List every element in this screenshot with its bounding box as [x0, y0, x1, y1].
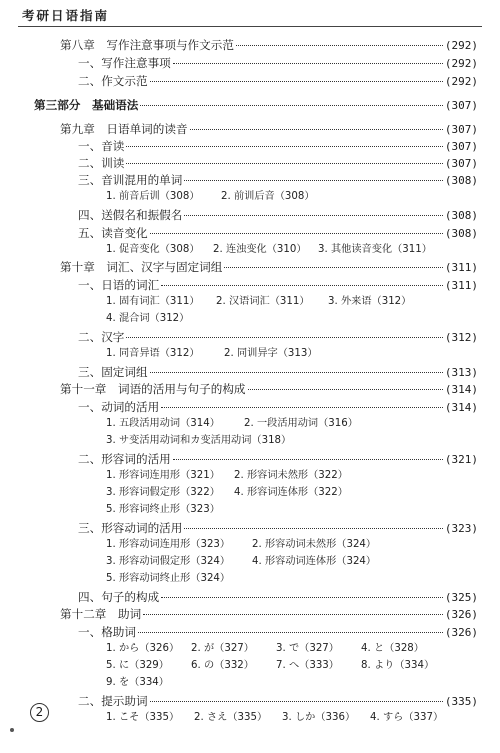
- sub-entry: 4. 混合词（312）: [106, 313, 190, 324]
- sub-entry: 1. 形容词连用形（321）: [106, 470, 220, 481]
- toc-page: (292): [444, 57, 478, 70]
- toc-page: (326): [444, 626, 478, 639]
- toc-entry: [60, 260, 478, 275]
- leader-dots: [161, 597, 443, 598]
- sub-entry: 4. すら（337）: [370, 712, 444, 723]
- sub-entry: 1. 形容动词连用形（323）: [106, 539, 231, 550]
- toc-label: 第八章 写作注意事项与作文示范: [60, 38, 234, 52]
- toc-label: 二、汉字: [78, 330, 125, 344]
- toc-entry: [78, 56, 478, 71]
- toc-label: 四、句子的构成: [78, 590, 160, 604]
- leader-dots: [248, 389, 443, 390]
- leader-dots: [173, 459, 443, 460]
- leader-dots: [184, 180, 443, 181]
- toc-label: 二、提示助词: [78, 694, 148, 708]
- toc-page: (323): [444, 522, 478, 535]
- toc-entry: [60, 382, 478, 397]
- sub-entry: 2. 汉语词汇（311）: [216, 296, 310, 307]
- sub-entry: 3. で（327）: [276, 643, 339, 654]
- corner-dot: [10, 728, 14, 732]
- leader-dots: [126, 146, 442, 147]
- toc-page: (311): [444, 279, 478, 292]
- toc-page: (321): [444, 453, 478, 466]
- toc-page: (307): [444, 123, 478, 136]
- toc-label: 二、训读: [78, 156, 125, 170]
- leader-dots: [224, 267, 443, 268]
- toc-label: 四、送假名和振假名: [78, 208, 183, 222]
- toc-label: 第十二章 助词: [60, 607, 142, 621]
- sub-entry: 2. 一段活用动词（316）: [244, 418, 358, 429]
- sub-entry: 1. 固有词汇（311）: [106, 296, 200, 307]
- toc-label: 一、音读: [78, 139, 125, 153]
- leader-dots: [173, 63, 443, 64]
- leader-dots: [190, 129, 443, 130]
- toc-page: (307): [444, 99, 478, 112]
- toc-label: 二、形容词的活用: [78, 452, 171, 466]
- toc-entry: [78, 452, 478, 467]
- running-header: 考研日语指南: [22, 8, 110, 23]
- toc-page: (308): [444, 209, 478, 222]
- toc-entry: [78, 226, 478, 241]
- toc-entry: [78, 400, 478, 415]
- header-rule: [18, 26, 482, 27]
- toc-entry: [60, 122, 478, 137]
- toc-entry: [78, 694, 478, 709]
- sub-entry: 4. 形容动词连体形（324）: [252, 556, 377, 567]
- sub-entry: 8. より（334）: [361, 660, 435, 671]
- toc-page: (325): [444, 591, 478, 604]
- toc-label: 一、动词的活用: [78, 400, 160, 414]
- toc-page: (292): [444, 75, 478, 88]
- sub-entry: 7. へ（333）: [276, 660, 339, 671]
- toc-entry: [78, 139, 478, 154]
- toc-entry: [60, 607, 478, 622]
- toc-label: 一、日语的词汇: [78, 278, 160, 292]
- sub-entry: 5. に（329）: [106, 660, 169, 671]
- sub-entry: 1. から（326）: [106, 643, 180, 654]
- toc-label: 第十章 词汇、汉字与固定词组: [60, 260, 223, 274]
- sub-entry: 4. と（328）: [361, 643, 424, 654]
- sub-entry: 2. 前训后音（308）: [221, 191, 315, 202]
- toc-entry: [78, 330, 478, 345]
- sub-entry: 2. さえ（335）: [194, 712, 268, 723]
- sub-entry: 2. 形容词未然形（322）: [234, 470, 348, 481]
- sub-entry: 2. が（327）: [191, 643, 254, 654]
- sub-entry: 1. こそ（335）: [106, 712, 180, 723]
- toc-label: 五、读音变化: [78, 226, 148, 240]
- leader-dots: [143, 614, 443, 615]
- toc-entry: [78, 156, 478, 171]
- sub-entry: 3. 其他读音变化（311）: [318, 244, 432, 255]
- leader-dots: [236, 45, 443, 46]
- toc-page: (308): [444, 227, 478, 240]
- sub-entry: 2. 同训异字（313）: [224, 348, 318, 359]
- toc-page: (326): [444, 608, 478, 621]
- leader-dots: [150, 81, 443, 82]
- leader-dots: [140, 105, 443, 106]
- toc-label: 第十一章 词语的活用与句子的构成: [60, 382, 246, 396]
- toc-part-heading: [34, 98, 478, 113]
- leader-dots: [184, 528, 443, 529]
- toc-page: (292): [444, 39, 478, 52]
- leader-dots: [184, 215, 443, 216]
- leader-dots: [150, 701, 443, 702]
- toc-entry: [78, 521, 478, 536]
- toc-entry: [78, 74, 478, 89]
- toc-entry: [78, 173, 478, 188]
- toc-page: (311): [444, 261, 478, 274]
- sub-entry: 3. しか（336）: [282, 712, 356, 723]
- toc-label: 三、形容动词的活用: [78, 521, 183, 535]
- leader-dots: [126, 337, 442, 338]
- sub-entry: 3. サ变活用动词和カ变活用动词（318）: [106, 435, 292, 446]
- toc-page: (312): [444, 331, 478, 344]
- leader-dots: [126, 163, 442, 164]
- sub-entry: 1. 促音变化（308）: [106, 244, 200, 255]
- leader-dots: [138, 632, 443, 633]
- toc-label: 二、作文示范: [78, 74, 148, 88]
- toc-label: 三、固定词组: [78, 365, 148, 379]
- toc-label: 第三部分 基础语法: [34, 98, 139, 112]
- sub-entry: 4. 形容词连体形（322）: [234, 487, 348, 498]
- toc-label: 一、格助词: [78, 625, 136, 639]
- toc-entry: [78, 278, 478, 293]
- toc-entry: [78, 208, 478, 223]
- toc-page: (308): [444, 174, 478, 187]
- toc-page: (314): [444, 401, 478, 414]
- toc-page: (307): [444, 157, 478, 170]
- toc-entry: [78, 625, 478, 640]
- toc-page: (314): [444, 383, 478, 396]
- toc-label: 第九章 日语单词的读音: [60, 122, 188, 136]
- toc-entry: [60, 38, 478, 53]
- sub-entry: 3. 外来语（312）: [328, 296, 412, 307]
- sub-entry: 1. 同音异语（312）: [106, 348, 200, 359]
- leader-dots: [150, 372, 443, 373]
- sub-entry: 3. 形容动词假定形（324）: [106, 556, 231, 567]
- sub-entry: 1. 五段活用动词（314）: [106, 418, 220, 429]
- sub-entry: 5. 形容动词终止形（324）: [106, 573, 231, 584]
- toc-label: 三、音训混用的单词: [78, 173, 183, 187]
- leader-dots: [150, 233, 443, 234]
- toc-label: 一、写作注意事项: [78, 56, 171, 70]
- toc-entry: [78, 590, 478, 605]
- page-number: 2: [30, 703, 49, 722]
- sub-entry: 2. 连浊变化（310）: [213, 244, 307, 255]
- sub-entry: 1. 前音后训（308）: [106, 191, 200, 202]
- toc-page: (335): [444, 695, 478, 708]
- sub-entry: 6. の（332）: [191, 660, 254, 671]
- leader-dots: [161, 407, 443, 408]
- sub-entry: 2. 形容动词未然形（324）: [252, 539, 377, 550]
- toc-page: (307): [444, 140, 478, 153]
- toc-entry: [78, 365, 478, 380]
- sub-entry: 3. 形容词假定形（322）: [106, 487, 220, 498]
- leader-dots: [161, 285, 443, 286]
- toc-page: (313): [444, 366, 478, 379]
- sub-entry: 5. 形容词终止形（323）: [106, 504, 220, 515]
- sub-entry: 9. を（334）: [106, 677, 169, 688]
